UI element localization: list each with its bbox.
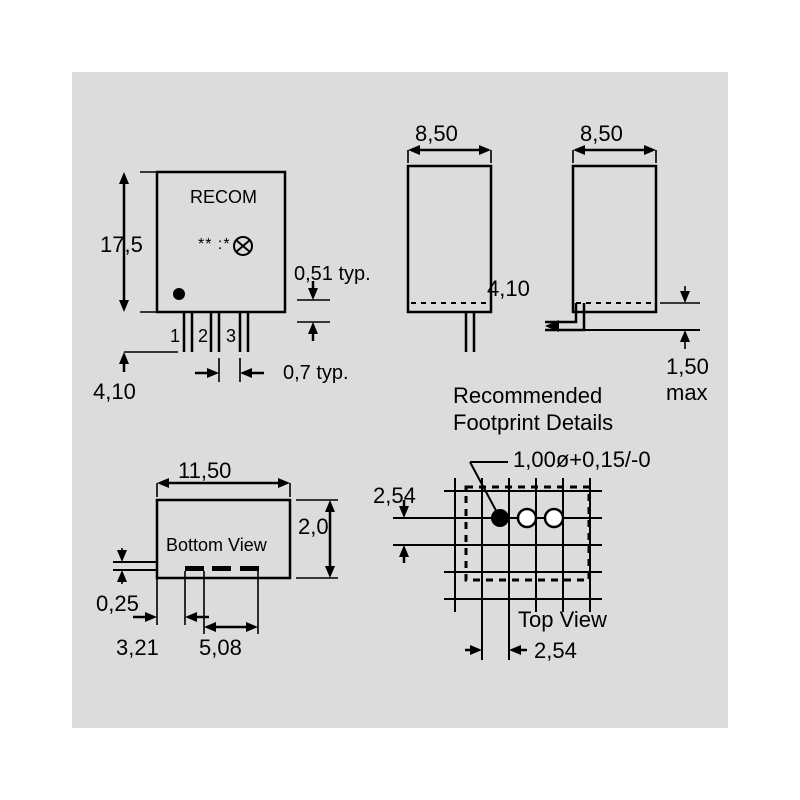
dim-label-width-right: 8,50 <box>580 121 623 146</box>
dim-label-pitch: 5,08 <box>199 635 242 660</box>
dim-depth-2-0 <box>296 500 338 578</box>
dim-label-width-bottom: 11,50 <box>178 458 232 483</box>
dim-label-grid-vertical: 2,54 <box>373 483 416 508</box>
dim-pin-length-4-10 <box>119 352 178 372</box>
side-view-right-body <box>573 166 656 312</box>
front-view-pins <box>184 312 248 352</box>
footprint-title-line2: Footprint Details <box>453 410 614 435</box>
brand-label: RECOM <box>190 187 257 207</box>
dim-width-8-50-right <box>573 145 656 163</box>
dim-label-pin-thickness: 0,51 typ. <box>294 263 371 285</box>
dim-label-pin-offset: 4,10 <box>487 276 530 301</box>
footprint-title-line1: Recommended <box>453 383 603 408</box>
dim-width-8-50-left <box>408 145 491 163</box>
bottom-view-pads <box>185 566 259 571</box>
dim-label-hole-diameter: 1,00ø+0,15/-0 <box>513 447 651 472</box>
footprint-grid <box>444 478 602 612</box>
marking-label: ** :* <box>198 236 231 253</box>
dim-label-edge-distance: 3,21 <box>116 635 159 660</box>
footprint-hole-2 <box>518 509 536 527</box>
dim-label-pad-thickness: 0,25 <box>96 591 139 616</box>
pin-label-2: 2 <box>198 326 209 346</box>
footprint-caption: Top View <box>518 607 607 632</box>
dim-pitch-5-08 <box>204 571 258 634</box>
dim-pin-width-0-7 <box>195 358 264 382</box>
side-view-right-pin <box>545 303 584 332</box>
dim-label-width-left: 8,50 <box>415 121 458 146</box>
side-view-left-pin <box>466 312 474 352</box>
dim-label-depth: 2,0 <box>298 514 329 539</box>
footprint-hole-3 <box>545 509 563 527</box>
dim-label-standoff-note: max <box>666 380 708 405</box>
dim-pin-thickness-0-51 <box>297 281 330 341</box>
dim-label-standoff: 1,50 <box>666 354 709 379</box>
footprint-body-outline <box>466 487 589 580</box>
bottom-view-caption: Bottom View <box>166 535 267 555</box>
dim-label-pin-length: 4,10 <box>93 379 136 404</box>
dim-standoff-1-50 <box>660 286 700 349</box>
dim-label-pin-width: 0,7 typ. <box>283 362 349 384</box>
dim-pad-thickness-0-25 <box>117 548 127 584</box>
side-view-left-body <box>408 166 491 312</box>
dim-label-grid-horizontal: 2,54 <box>534 638 577 663</box>
dim-grid-2-54-vertical <box>393 500 448 563</box>
dim-label-height: 17,5 <box>100 232 143 257</box>
pin-label-1: 1 <box>170 326 181 346</box>
polarity-dot <box>173 288 185 300</box>
pin-label-3: 3 <box>226 326 237 346</box>
